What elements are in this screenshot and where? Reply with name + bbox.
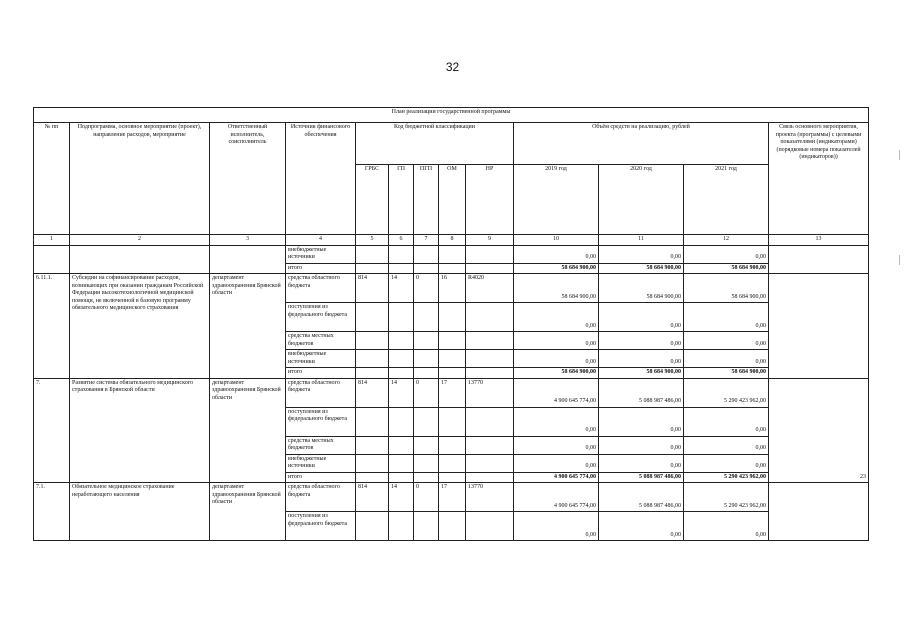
source-cell: поступления из федерального бюджета	[286, 512, 356, 541]
name-cell: Развитие системы обязательного медицинского страхования в Брянской области	[70, 378, 210, 483]
code-nr-cell	[466, 472, 514, 483]
column-number: 10	[514, 235, 599, 246]
num-cell	[34, 245, 70, 274]
code-pgp-cell	[414, 332, 439, 350]
header-link: Связь основного мероприятия, проекта (программы) с целевыми показателями (индикаторами) (порядковые номера показателей (индикаторов))	[769, 123, 869, 235]
source-cell: внебюджетные источники	[286, 350, 356, 368]
num-cell: 7.	[34, 378, 70, 483]
code-pgp-cell	[414, 512, 439, 541]
source-cell: поступления из федерального бюджета	[286, 407, 356, 436]
header-pgp: ПГП	[414, 165, 439, 235]
column-number: 13	[769, 235, 869, 246]
code-gp-cell: 14	[389, 483, 414, 512]
amount-v2020-cell: 0,00	[599, 303, 684, 332]
amount-v2019-cell: 0,00	[514, 512, 599, 541]
executor-cell: департамент здравоохранения Брянской области	[210, 378, 286, 483]
source-cell: средства областного бюджета	[286, 378, 356, 407]
code-pgp-cell	[414, 245, 439, 263]
amount-v2020-cell: 0,00	[599, 436, 684, 454]
amount-v2021-cell: 0,00	[684, 332, 769, 350]
code-gp-cell	[389, 303, 414, 332]
amount-v2019-cell: 58 684 900,00	[514, 368, 599, 379]
amount-v2020-cell: 0,00	[599, 407, 684, 436]
code-grbs-cell: 814	[356, 274, 389, 303]
code-gp-cell: 14	[389, 274, 414, 303]
code-om-cell: 16	[439, 274, 466, 303]
column-number: 12	[684, 235, 769, 246]
header-om: ОМ	[439, 165, 466, 235]
code-pgp-cell: 0	[414, 378, 439, 407]
table-row	[34, 378, 869, 407]
code-pgp-cell	[414, 368, 439, 379]
source-cell: средства областного бюджета	[286, 274, 356, 303]
code-om-cell	[439, 303, 466, 332]
code-om-cell	[439, 245, 466, 263]
code-pgp-cell	[414, 263, 439, 274]
code-grbs-cell	[356, 436, 389, 454]
amount-v2021-cell: 58 684 900,00	[684, 274, 769, 303]
source-cell: итого	[286, 368, 356, 379]
amount-v2019-cell: 0,00	[514, 245, 599, 263]
amount-v2019-cell: 0,00	[514, 350, 599, 368]
code-grbs-cell	[356, 303, 389, 332]
executor-cell	[210, 245, 286, 274]
source-cell: поступления из федерального бюджета	[286, 303, 356, 332]
amount-v2020-cell: 5 088 987 486,00	[599, 483, 684, 512]
amount-v2019-cell: 4 900 645 774,00	[514, 472, 599, 483]
name-cell: Обязательное медицинское страхование неработающего населения	[70, 483, 210, 541]
table-row	[34, 274, 869, 303]
header-executor: Ответственный исполнитель, соисполнитель	[210, 123, 286, 235]
code-gp-cell	[389, 263, 414, 274]
source-cell: итого	[286, 263, 356, 274]
amount-v2019-cell: 58 684 900,00	[514, 274, 599, 303]
code-nr-cell	[466, 245, 514, 263]
amount-v2020-cell: 0,00	[599, 332, 684, 350]
header-grbs: ГРБС	[356, 165, 389, 235]
amount-v2019-cell: 0,00	[514, 332, 599, 350]
column-number: 8	[439, 235, 466, 246]
amount-v2021-cell: 0,00	[684, 350, 769, 368]
code-gp-cell	[389, 512, 414, 541]
amount-v2019-cell: 0,00	[514, 303, 599, 332]
amount-v2019-cell: 4 900 645 774,00	[514, 378, 599, 407]
code-om-cell	[439, 368, 466, 379]
code-om-cell	[439, 454, 466, 472]
column-number: 11	[599, 235, 684, 246]
code-gp-cell	[389, 350, 414, 368]
code-grbs-cell	[356, 368, 389, 379]
header-2020: 2020 год	[599, 165, 684, 235]
code-grbs-cell	[356, 454, 389, 472]
source-cell: внебюджетные источники	[286, 454, 356, 472]
code-gp-cell	[389, 368, 414, 379]
source-cell: средства областного бюджета	[286, 483, 356, 512]
amount-v2021-cell: 0,00	[684, 436, 769, 454]
column-number: 6	[389, 235, 414, 246]
page-number: 32	[445, 60, 460, 74]
column-number: 1	[34, 235, 70, 246]
amount-v2020-cell: 5 088 987 486,00	[599, 378, 684, 407]
amount-v2020-cell: 0,00	[599, 245, 684, 263]
amount-v2020-cell: 58 684 900,00	[599, 263, 684, 274]
code-nr-cell	[466, 303, 514, 332]
amount-v2020-cell: 0,00	[599, 512, 684, 541]
code-nr-cell	[466, 368, 514, 379]
executor-cell: департамент здравоохранения Брянской области	[210, 274, 286, 379]
code-pgp-cell	[414, 436, 439, 454]
code-om-cell	[439, 332, 466, 350]
header-num: № пп	[34, 123, 70, 235]
source-cell: итого	[286, 472, 356, 483]
code-gp-cell: 14	[389, 378, 414, 407]
column-number: 5	[356, 235, 389, 246]
header-2021: 2021 год	[684, 165, 769, 235]
code-grbs-cell	[356, 332, 389, 350]
link-cell: 23	[769, 378, 869, 483]
amount-v2019-cell: 0,00	[514, 407, 599, 436]
code-grbs-cell	[356, 350, 389, 368]
program-plan-table	[33, 107, 869, 541]
code-nr-cell: 13770	[466, 378, 514, 407]
header-gp: ГП	[389, 165, 414, 235]
amount-v2020-cell: 58 684 900,00	[599, 274, 684, 303]
code-gp-cell	[389, 332, 414, 350]
code-nr-cell: R4020	[466, 274, 514, 303]
amount-v2021-cell: 0,00	[684, 512, 769, 541]
column-number: 3	[210, 235, 286, 246]
code-pgp-cell: 0	[414, 483, 439, 512]
amount-v2019-cell: 58 684 900,00	[514, 263, 599, 274]
code-om-cell	[439, 350, 466, 368]
code-nr-cell	[466, 436, 514, 454]
code-nr-cell	[466, 350, 514, 368]
code-pgp-cell: 0	[414, 274, 439, 303]
code-pgp-cell	[414, 350, 439, 368]
code-gp-cell	[389, 454, 414, 472]
link-cell	[769, 483, 869, 541]
header-2019: 2019 год	[514, 165, 599, 235]
code-om-cell: 17	[439, 378, 466, 407]
code-gp-cell	[389, 472, 414, 483]
code-grbs-cell: 814	[356, 378, 389, 407]
num-cell: 7.1.	[34, 483, 70, 541]
code-grbs-cell	[356, 472, 389, 483]
code-pgp-cell	[414, 472, 439, 483]
source-cell: внебюджетные источники	[286, 245, 356, 263]
link-cell	[769, 274, 869, 379]
code-om-cell	[439, 263, 466, 274]
code-grbs-cell	[356, 407, 389, 436]
amount-v2020-cell: 5 088 987 486,00	[599, 472, 684, 483]
amount-v2021-cell: 5 290 423 962,00	[684, 483, 769, 512]
header-budget-code: Код бюджетной классификации	[356, 123, 514, 165]
source-cell: средства местных бюджетов	[286, 332, 356, 350]
amount-v2019-cell: 0,00	[514, 454, 599, 472]
num-cell: 6.11.1.	[34, 274, 70, 379]
header-name: Подпрограмма, основное мероприятие (проект), направление расходов, мероприятие	[70, 123, 210, 235]
table-row	[34, 245, 869, 263]
amount-v2021-cell: 5 290 423 962,00	[684, 472, 769, 483]
code-gp-cell	[389, 436, 414, 454]
code-gp-cell	[389, 407, 414, 436]
amount-v2021-cell: 58 684 900,00	[684, 368, 769, 379]
amount-v2019-cell: 4 900 645 774,00	[514, 483, 599, 512]
code-pgp-cell	[414, 454, 439, 472]
amount-v2021-cell: 0,00	[684, 407, 769, 436]
code-om-cell	[439, 436, 466, 454]
executor-cell: департамент здравоохранения Брянской области	[210, 483, 286, 541]
code-grbs-cell: 814	[356, 483, 389, 512]
table-row	[34, 483, 869, 512]
code-om-cell	[439, 472, 466, 483]
code-om-cell	[439, 407, 466, 436]
amount-v2021-cell: 0,00	[684, 245, 769, 263]
code-nr-cell: 13770	[466, 483, 514, 512]
name-cell	[70, 245, 210, 274]
column-number: 4	[286, 235, 356, 246]
amount-v2020-cell: 0,00	[599, 350, 684, 368]
table-title: План реализации государственной программы	[34, 108, 869, 123]
name-cell: Субсидии на софинансирование расходов, возникающих при оказании гражданам Российской Федерации высокотехнологичной медицинской помощи, не включенной в базовую программу обязательного медицинского страхования	[70, 274, 210, 379]
code-nr-cell	[466, 332, 514, 350]
header-volume: Объём средств на реализацию, рублей	[514, 123, 769, 165]
link-cell	[769, 245, 869, 274]
column-numbers-row	[34, 235, 869, 246]
amount-v2021-cell: 5 290 423 962,00	[684, 378, 769, 407]
code-om-cell	[439, 512, 466, 541]
code-pgp-cell	[414, 303, 439, 332]
header-nr: НР	[466, 165, 514, 235]
amount-v2021-cell: 0,00	[684, 303, 769, 332]
code-gp-cell	[389, 245, 414, 263]
code-nr-cell	[466, 512, 514, 541]
code-grbs-cell	[356, 512, 389, 541]
code-pgp-cell	[414, 407, 439, 436]
code-grbs-cell	[356, 263, 389, 274]
amount-v2021-cell: 58 684 900,00	[684, 263, 769, 274]
column-number: 9	[466, 235, 514, 246]
amount-v2019-cell: 0,00	[514, 436, 599, 454]
column-number: 2	[70, 235, 210, 246]
amount-v2020-cell: 58 684 900,00	[599, 368, 684, 379]
amount-v2021-cell: 0,00	[684, 454, 769, 472]
column-number: 7	[414, 235, 439, 246]
code-grbs-cell	[356, 245, 389, 263]
code-nr-cell	[466, 454, 514, 472]
amount-v2020-cell: 0,00	[599, 454, 684, 472]
code-nr-cell	[466, 263, 514, 274]
code-om-cell: 17	[439, 483, 466, 512]
header-source: Источник финансового обеспечения	[286, 123, 356, 235]
code-nr-cell	[466, 407, 514, 436]
source-cell: средства местных бюджетов	[286, 436, 356, 454]
